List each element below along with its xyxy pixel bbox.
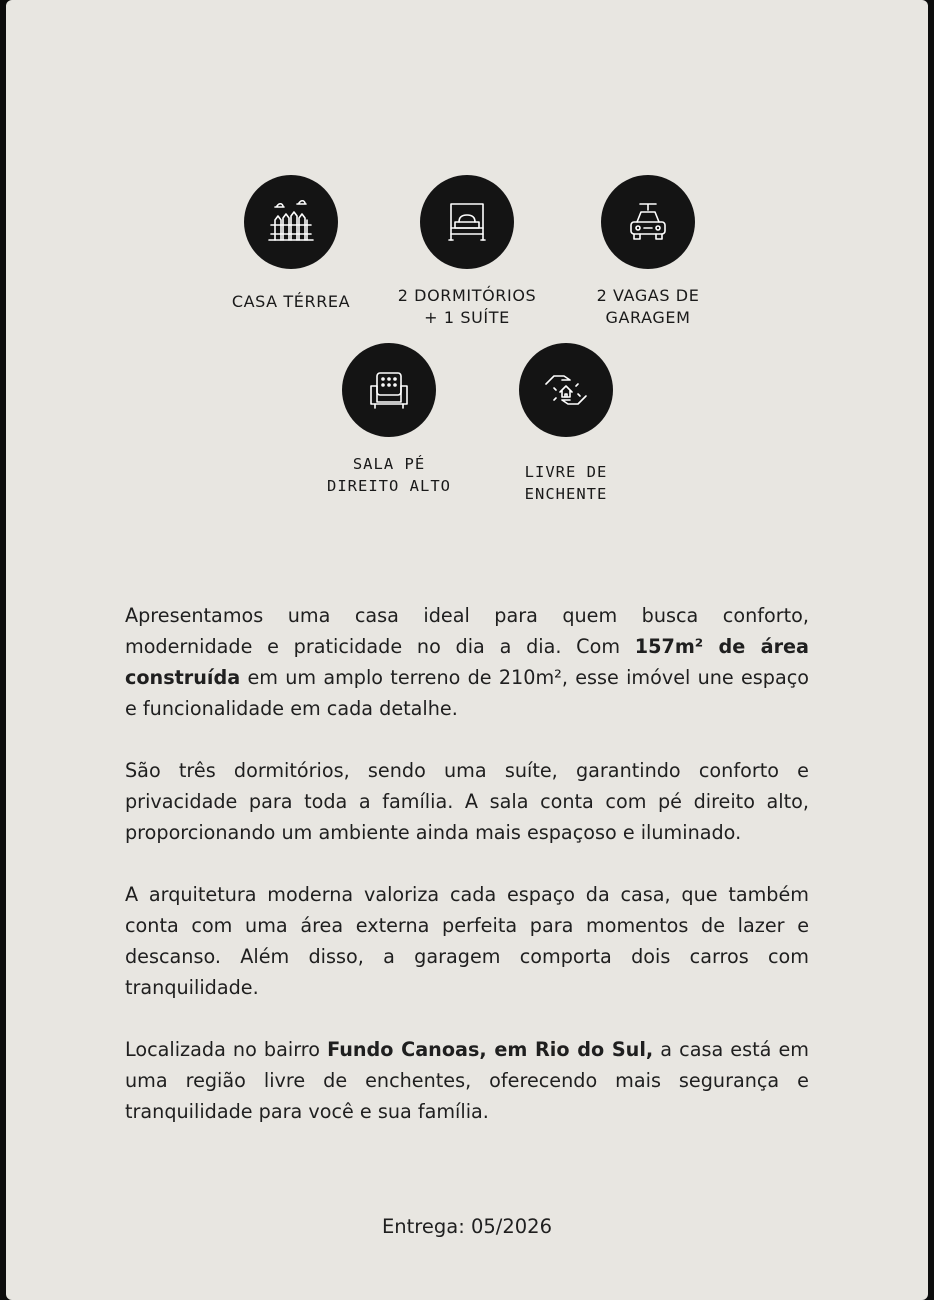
feature-label: 2 VAGAS DE GARAGEM <box>596 286 700 327</box>
feature-flood-free <box>491 343 641 505</box>
hands-house-icon <box>519 343 613 437</box>
paragraph-2: São três dormitórios, sendo uma suíte, garantindo conforto e privacidade para toda a família. A sala conta com pé direito alto, proporcionando um ambiente ainda mais espaçoso e iluminado. <box>125 759 809 844</box>
paragraph-4: Localizada no bairro Fundo Canoas, em Rio do Sul, a casa está em uma região livre de enchentes, oferecendo mais segurança e tranquilidade para você e sua família. <box>125 1038 809 1123</box>
car-icon <box>601 175 695 269</box>
feature-bedrooms <box>392 175 542 329</box>
feature-label: SALA PÉ DIREITO ALTO <box>327 455 451 495</box>
feature-living-room <box>304 343 474 497</box>
feature-garage <box>573 175 723 329</box>
bed-icon <box>420 175 514 269</box>
feature-label: 2 DORMITÓRIOS + 1 SUÍTE <box>397 286 537 327</box>
description-text <box>125 600 809 1158</box>
paragraph-3: A arquitetura moderna valoriza cada espaço da casa, que também conta com uma área externa perfeita para momentos de lazer e descanso. Além disso, a garagem comporta dois carros com tranquilidade. <box>125 883 809 999</box>
feature-label: CASA TÉRREA <box>231 292 351 311</box>
document-page <box>6 0 928 1300</box>
delivery-date: Entrega: 05/2026 <box>381 1215 552 1238</box>
house-fence-icon <box>244 175 338 269</box>
paragraph-1: Apresentamos uma casa ideal para quem busca conforto, modernidade e praticidade no dia a dia. Com 157m² de área construída em um amplo terreno de 210m², esse imóvel une espaço e funcionalidade em cada detalhe. <box>125 604 809 720</box>
feature-single-story-house <box>216 175 366 313</box>
feature-label: LIVRE DE ENCHENTE <box>524 463 608 503</box>
armchair-icon <box>342 343 436 437</box>
